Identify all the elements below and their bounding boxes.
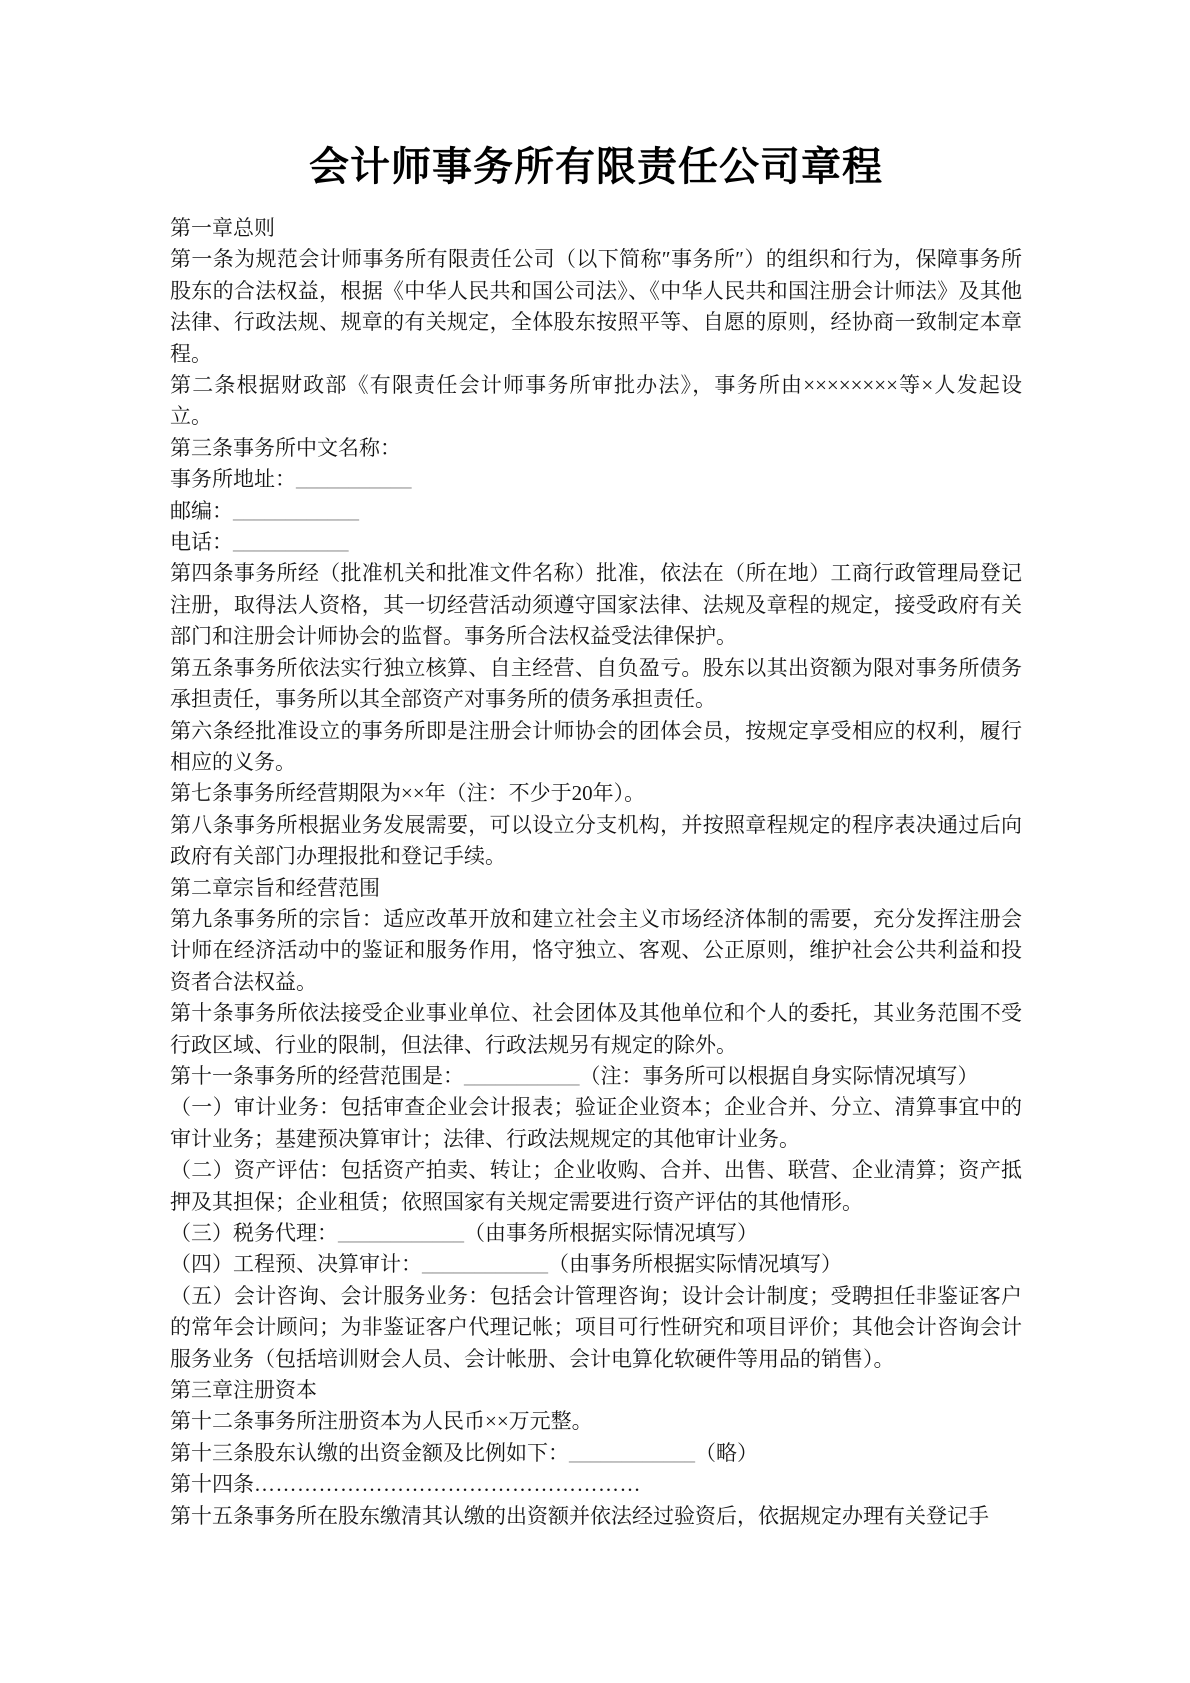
fill-in-blank: ____________	[569, 1440, 695, 1465]
paragraph	[170, 496, 1022, 527]
paragraph-text: 电话：	[170, 530, 233, 555]
fill-in-blank: ____________	[422, 1252, 548, 1277]
paragraph	[170, 464, 1022, 495]
paragraph	[170, 904, 1022, 998]
paragraph	[170, 873, 1022, 904]
paragraph-text: 第七条事务所经营期限为××年（注：不少于20年）。	[170, 781, 646, 806]
paragraph	[170, 1281, 1022, 1375]
paragraph	[170, 1061, 1022, 1092]
paragraph-text: （一）审计业务：包括审查企业会计报表；验证企业资本；企业合并、分立、清算事宜中的审计业务；基建预决算审计；法律、行政法规规定的其他审计业务。	[170, 1095, 1022, 1151]
paragraph	[170, 1469, 1022, 1500]
paragraph-text: 第一条为规范会计师事务所有限责任公司（以下简称″事务所″）的组织和行为，保障事务所股东的合法权益，根据《中华人民共和国公司法》、《中华人民共和国注册会计师法》及其他法律、行政法规、规章的有关规定，全体股东按照平等、自愿的原则，经协商一致制定本章程。	[170, 247, 1022, 366]
fill-in-blank: ___________	[233, 530, 349, 555]
paragraph-text: 第十四条	[170, 1472, 254, 1497]
paragraph-text: 第十二条事务所注册资本为人民币××万元整。	[170, 1409, 593, 1434]
paragraph-text: 第六条经批准设立的事务所即是注册会计师协会的团体会员，按规定享受相应的权利，履行相应的义务。	[170, 718, 1022, 774]
paragraph-text: （二）资产评估：包括资产拍卖、转让；企业收购、合并、出售、联营、企业清算；资产抵押及其担保；企业租赁；依照国家有关规定需要进行资产评估的其他情形。	[170, 1158, 1022, 1214]
fill-in-blank: ____________	[233, 498, 359, 523]
paragraph-text: 第二章宗旨和经营范围	[170, 875, 380, 900]
paragraph-text: 第八条事务所根据业务发展需要，可以设立分支机构，并按照章程规定的程序表决通过后向政府有关部门办理报批和登记手续。	[170, 812, 1022, 869]
paragraph	[170, 527, 1022, 558]
paragraph	[170, 1406, 1022, 1437]
paragraph-text: （注：事务所可以根据自身实际情况填写）	[579, 1063, 979, 1088]
paragraph-text: 第九条事务所的宗旨：适应改革开放和建立社会主义市场经济体制的需要，充分发挥注册会计师在经济活动中的鉴证和服务作用，恪守独立、客观、公正原则，维护社会公共利益和投资者合法权益。	[170, 906, 1022, 994]
paragraph-text: 第二条根据财政部《有限责任会计师事务所审批办法》，事务所由××××××××等×人发起设立。	[170, 373, 1022, 429]
paragraph	[170, 1218, 1022, 1249]
paragraph	[170, 1438, 1022, 1469]
document-title: 会计师事务所有限责任公司章程	[309, 144, 883, 189]
paragraph	[170, 370, 1022, 433]
fill-in-blank: ___________	[464, 1063, 580, 1088]
paragraph	[170, 244, 1022, 370]
paragraph	[170, 1375, 1022, 1406]
paragraph-text: 第十一条事务所的经营范围是：	[170, 1063, 464, 1088]
paragraph	[170, 213, 1022, 244]
paragraph-text: 第三条事务所中文名称：	[170, 435, 401, 460]
paragraph-text: （略）	[695, 1440, 758, 1465]
paragraph-text: （由事务所根据实际情况填写）	[548, 1252, 842, 1277]
paragraph-text: 第五条事务所依法实行独立核算、自主经营、自负盈亏。股东以其出资额为限对事务所债务承担责任，事务所以其全部资产对事务所的债务承担责任。	[170, 655, 1022, 712]
paragraph	[170, 653, 1022, 716]
paragraph-text: （四）工程预、决算审计：	[170, 1252, 422, 1277]
paragraph-text: （五）会计咨询、会计服务业务：包括会计管理咨询；设计会计制度；受聘担任非鉴证客户的常年会计顾问；为非鉴证客户代理记帐；项目可行性研究和项目评价；其他会计咨询会计服务业务（包括培训财会人员、会计帐册、会计电算化软硬件等用品的销售）。	[170, 1283, 1022, 1371]
document-body	[170, 213, 1022, 1532]
paragraph-text: 第一章总则	[170, 216, 275, 240]
paragraph	[170, 1092, 1022, 1155]
paragraph-text: 事务所地址：	[170, 467, 296, 492]
fill-in-blank: ____________	[338, 1221, 464, 1245]
paragraph	[170, 998, 1022, 1061]
paragraph	[170, 558, 1022, 652]
paragraph	[170, 778, 1022, 809]
paragraph	[170, 433, 1022, 464]
paragraph	[170, 716, 1022, 779]
ellipsis-dots: ………………………………………………	[254, 1472, 641, 1497]
paragraph-text: 邮编：	[170, 498, 233, 523]
fill-in-blank: ___________	[296, 467, 412, 492]
paragraph	[170, 1155, 1022, 1218]
paragraph	[170, 1501, 1022, 1532]
paragraph-text: 第十五条事务所在股东缴清其认缴的出资额并依法经过验资后，依据规定办理有关登记手	[170, 1503, 989, 1528]
paragraph	[170, 810, 1022, 873]
paragraph-text: 第十条事务所依法接受企业事业单位、社会团体及其他单位和个人的委托，其业务范围不受行政区域、行业的限制，但法律、行政法规另有规定的除外。	[170, 1001, 1022, 1057]
paragraph-text: （三）税务代理：	[170, 1221, 338, 1245]
paragraph-text: 第十三条股东认缴的出资金额及比例如下：	[170, 1440, 569, 1465]
paragraph-text: 第四条事务所经（批准机关和批准文件名称）批准，依法在（所在地）工商行政管理局登记注册，取得法人资格，其一切经营活动须遵守国家法律、法规及章程的规定，接受政府有关部门和注册会计师协会的监督。事务所合法权益受法律保护。	[170, 561, 1022, 649]
paragraph-text: 第三章注册资本	[170, 1378, 317, 1403]
paragraph-text: （由事务所根据实际情况填写）	[464, 1221, 758, 1245]
paragraph	[170, 1249, 1022, 1280]
